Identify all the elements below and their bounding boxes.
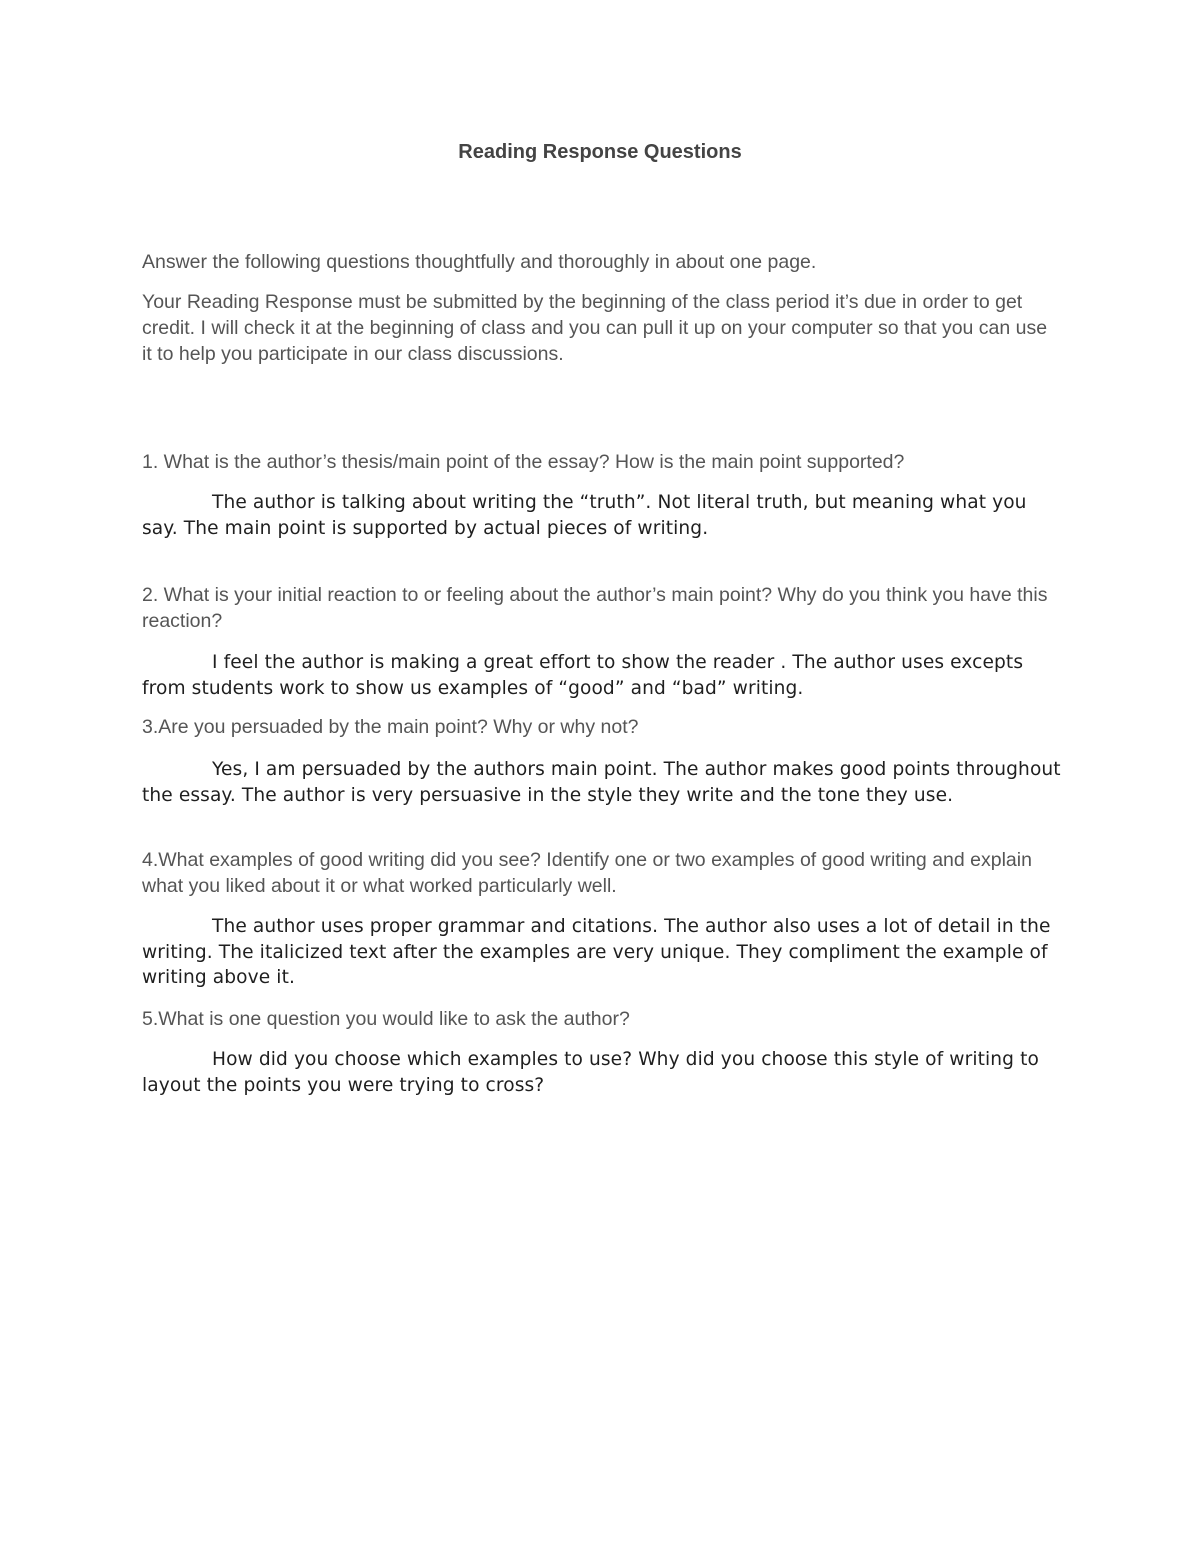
instructions-text: Your Reading Response must be submitted by the beginning of the class period it’s due in order to get credit. I will check it at the beginning of class and you can pull it up on your computer so that you can use it to help you participate in our class discussions.	[142, 291, 1048, 365]
page-title: Reading Response Questions	[458, 141, 742, 163]
answer-2: I feel the author is making a great effort to show the reader . The author uses excepts from students work to show us examples of “good” and “bad” writing.	[142, 652, 1024, 699]
answer-4: The author uses proper grammar and citations. The author also uses a lot of detail in the writing. The italicized text after the examples are very unique. They compliment the example of writing above it.	[142, 916, 1051, 988]
question-3: 3.Are you persuaded by the main point? Why or why not?	[142, 716, 639, 738]
answer-3: Yes, I am persuaded by the authors main point. The author makes good points throughout the essay. The author is very persuasive in the style they write and the tone they use.	[142, 759, 1061, 806]
question-4: 4.What examples of good writing did you see? Identify one or two examples of good writing and explain what you liked about it or what worked particularly well.	[142, 849, 1032, 897]
answer-5: How did you choose which examples to use? Why did you choose this style of writing to layout the points you were trying to cross?	[142, 1049, 1039, 1096]
question-5: 5.What is one question you would like to ask the author?	[142, 1008, 630, 1030]
question-2: 2. What is your initial reaction to or feeling about the author’s main point? Why do you think you have this reaction?	[142, 584, 1048, 632]
intro-text: Answer the following questions thoughtfully and thoroughly in about one page.	[142, 251, 817, 273]
question-1: 1. What is the author’s thesis/main point of the essay? How is the main point supported?	[142, 451, 905, 473]
answer-1: The author is talking about writing the “truth”. Not literal truth, but meaning what you say. The main point is supported by actual pieces of writing.	[142, 492, 1027, 539]
